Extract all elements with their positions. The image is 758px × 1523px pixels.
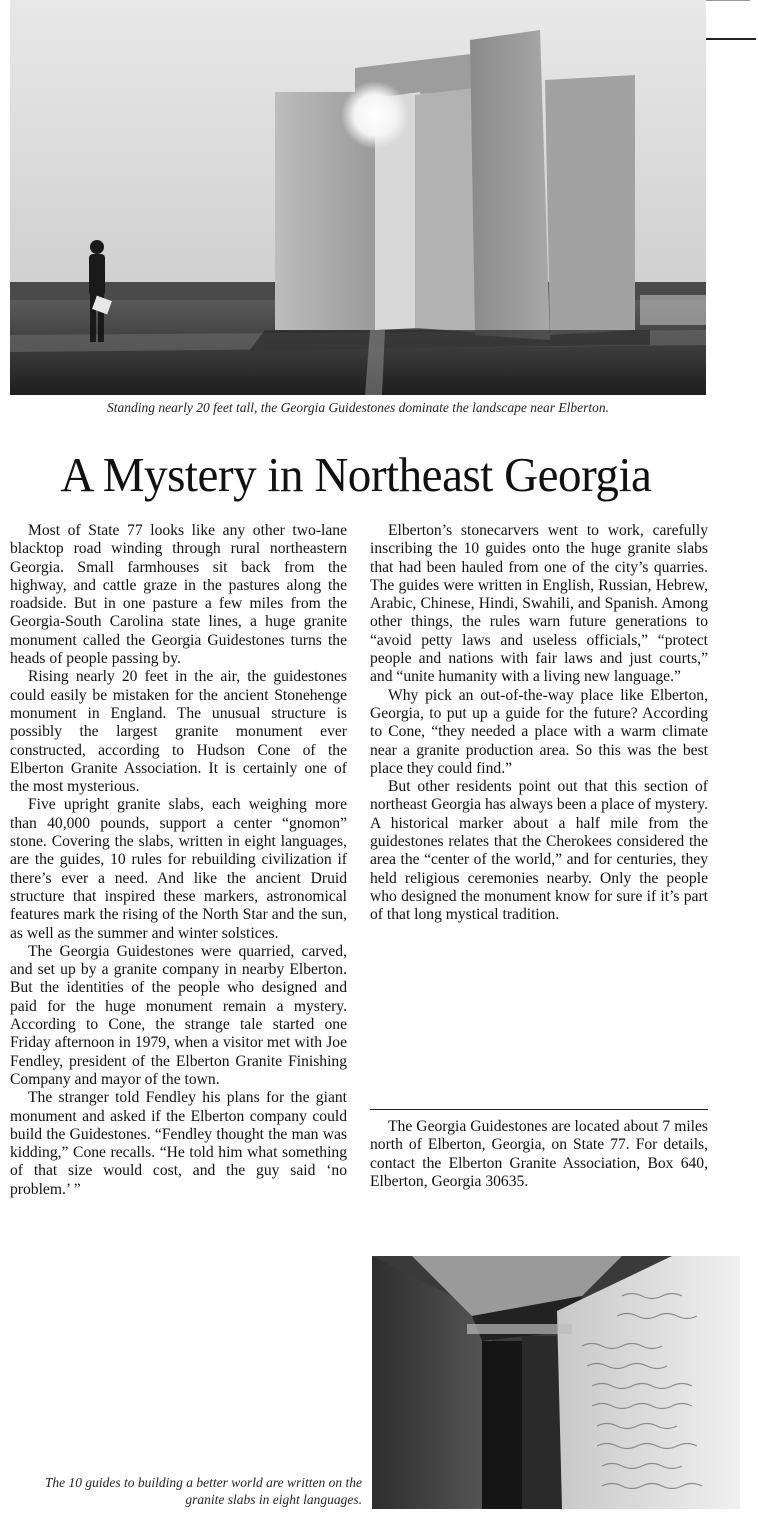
paragraph: Why pick an out-of-the-way place like Elberton, Georgia, to put up a guide for the future? According to Cone, “they needed a place with a warm climate near a granite production area. So this was the best place they could find.” [370,686,708,777]
top-photo-caption: Standing nearly 20 feet tall, the Georgia Guidestones dominate the landscape near Elberton. [107,400,609,415]
info-box [370,1118,708,1191]
bottom-photo-caption: The 10 guides to building a better world are written on the granite slabs in eight languages. [44,1475,362,1507]
left-column [10,522,347,1199]
paragraph: Most of State 77 looks like any other two-lane blacktop road winding through rural northeastern Georgia. Small farmhouses sit back from the highway, and cattle graze in the pastures along the roadside. But in one pasture a few miles from the Georgia-South Carolina state lines, a huge granite monument called the Georgia Guidestones turns the heads of people passing by. [10,522,347,668]
info-text: The Georgia Guidestones are located about 7 miles north of Elberton, Georgia, on State 77. For details, contact the Elberton Granite Association, Box 640, Elberton, Georgia 30635. [370,1118,708,1190]
paragraph: Rising nearly 20 feet in the air, the guidestones could easily be mistaken for the ancient Stonehenge monument in England. The unusual structure is possibly the largest granite monument ever constructed, according to Hudson Cone of the Elberton Granite Association. It is certainly one of the most mysterious. [10,668,347,796]
paragraph: Elberton’s stonecarvers went to work, carefully inscribing the 10 guides onto the huge granite slabs that had been hauled from one of the city’s quarries. The guides were written in English, Russian, Hebrew, Arabic, Chinese, Hindi, Swahili, and Spanish. Among other things, the rules warn future generations to “avoid petty laws and useless officials,” “protect people and nations with fair laws and just courts,” and “unite humanity with a living new language.” [370,522,708,686]
inscription-photo [372,1256,740,1509]
guidestones-photo [10,0,706,395]
paragraph: Five upright granite slabs, each weighing more than 40,000 pounds, support a center “gnomon” stone. Covering the slabs, written in eight languages, are the guides, 10 rules for rebuilding civilization if there’s ever a need. And like the ancient Druid structure that inspired these markers, astronomical features mark the rising of the North Star and the sun, as well as the summer and winter solstices. [10,796,347,942]
section-divider [370,1109,708,1110]
guidestones-photo-illustration [10,0,706,395]
paragraph: But other residents point out that this section of northeast Georgia has always been a place of mystery. A historical marker about a half mile from the guidestones relates that the Cherokees considered the area the “center of the world,” and for centuries, they held religious ceremonies nearby. Only the people who designed the monument know for sure if it’s part of that long mystical tradition. [370,778,708,924]
paragraph: The stranger told Fendley his plans for the giant monument and asked if the Elberton company could build the Guidestones. “Fendley thought the man was kidding,” Cone recalls. “He told him what something of that size would cost, and the guy said ‘no problem.’ ” [10,1089,347,1198]
paragraph: The Georgia Guidestones were quarried, carved, and set up by a granite company in nearby Elberton. But the identities of the people who designed and paid for the huge monument remain a mystery. According to Cone, the strange tale started one Friday afternoon in 1979, when a visitor met with Joe Fendley, president of the Elberton Granite Finishing Company and mayor of the town. [10,942,347,1088]
right-column [370,522,708,925]
inscription-photo-illustration [372,1256,740,1509]
article-headline: A Mystery in Northeast Georgia [60,447,652,502]
